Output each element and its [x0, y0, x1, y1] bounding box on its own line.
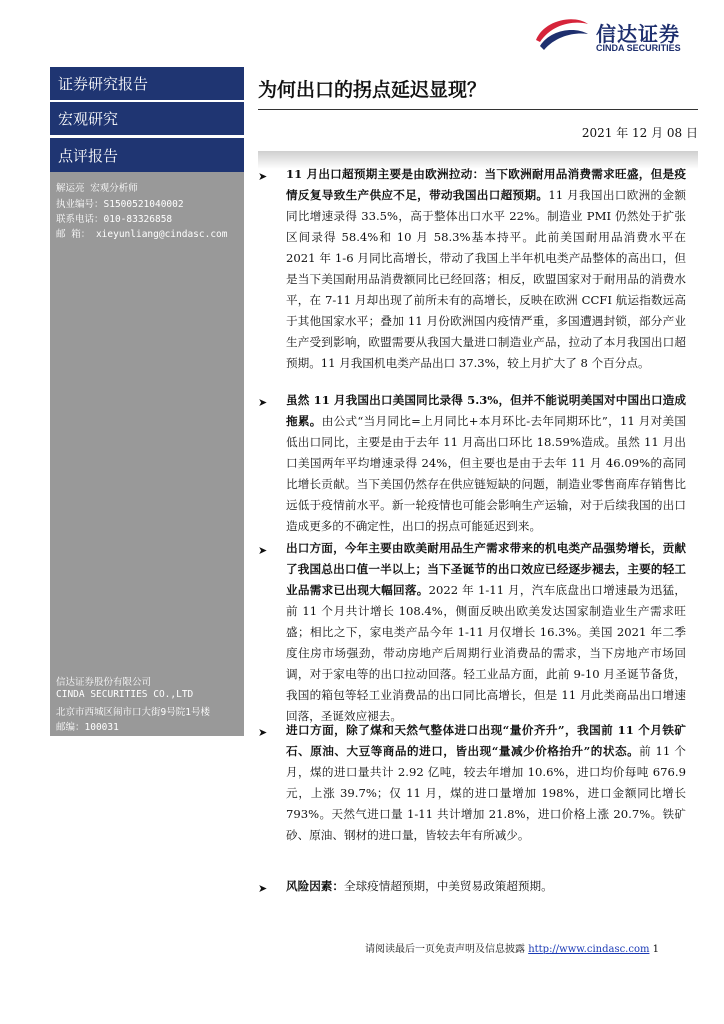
footer-url-link[interactable]: http://www.cindasc.com [528, 944, 650, 955]
paragraph-4 [286, 720, 686, 846]
paragraph-4-lead: 进口方面，除了煤和天然气整体进口出现“量价齐升”，我国前 11 个月铁矿石、原油、大豆等商品的进口，皆出现“量减少价格抬升”的状态。 [286, 723, 686, 758]
analyst-email: 邮 箱： xieyunliang@cindasc.com [56, 229, 228, 240]
paragraph-3-body: 2022 年 1-11 月，汽车底盘出口增速最为迅猛，前 11 个月共计增长 108.4%，侧面反映出欧美发达国家制造业生产需求旺盛；相比之下，家电类产品今年 1-11 月仅增长 16.3%。美国 2021 年二季度住房市场强劲，带动房地产后周期行业消费品的需求，当下房地产市场回调，对于家电等的出口拉动回落。轻工业品方面，此前 9-10 月圣诞节备货，我国的箱包等轻工业消费品的出口同比高增长，但是 11 月此类商品出口增速回落，圣诞效应褪去。 [286, 583, 686, 723]
bullet-arrow-icon: ➤ [258, 882, 268, 895]
paragraph-5 [286, 876, 686, 897]
risk-factors-lead: 风险因素： [286, 879, 344, 893]
company-postcode: 邮编：100031 [56, 722, 119, 733]
company-address: 北京市西城区闹市口大街9号院1号楼 [56, 707, 210, 718]
sidebar-info-panel [50, 172, 244, 736]
title-divider [258, 109, 698, 110]
report-date: 2021 年 12 月 08 日 [581, 126, 698, 140]
category-label: 宏观研究 [50, 102, 244, 135]
cinda-logo-mark-icon [530, 12, 592, 52]
report-title: 为何出口的拐点延迟显现？ [258, 79, 487, 101]
bullet-arrow-icon: ➤ [258, 170, 268, 183]
cinda-logo [530, 12, 710, 54]
footer-disclaimer: 请阅读最后一页免责声明及信息披露 [365, 944, 525, 955]
bullet-arrow-icon: ➤ [258, 544, 268, 557]
paragraph-1-body: 11 月我国出口欧洲的金额同比增速录得 33.5%，高于整体出口水平 22%。制造业 PMI 仍然处于扩张区间录得 58.4%和 10 月 58.3%基本持平。此前美国耐用品消费水平在 2021 年 1-6 月同比高增长，带动了我国上半年机电类产品整体的高出口，但是当下美国耐用品消费额同比已经回落；相反，欧盟国家对于耐用品的消费水平，在 7-11 月却出现了前所未有的高增长，反映在欧洲 CCFI 航运指数远高于其他国家水平；叠加 11 月份欧洲国内疫情严重，多国遭遇封锁，部分产业生产受到影响，欧盟需要从我国大量进口制造业产品，拉动了本月我国出口超预期。11 月我国机电类产品出口 37.3%，较上月扩大了 8 个百分点。 [286, 188, 686, 370]
company-name-cn: 信达证券股份有限公司 [56, 677, 152, 688]
analyst-cert: 执业编号：S1500521040002 [56, 199, 184, 210]
paragraph-4-body: 前 11 个月，煤的进口量共计 2.92 亿吨，较去年增加 10.6%，进口均价每吨 676.9 元，上涨 39.7%；仅 11 月，煤的进口量增加 198%，进口金额同比增长 793%。天然气进口量 1-11 共计增加 21.8%，进口价格上涨 20.7%。铁矿砂、原油、钢材的进口量，皆较去年有所减少。 [286, 744, 687, 842]
paragraph-3 [286, 538, 686, 727]
brand-name-en: CINDA SECURITIES [596, 43, 681, 53]
analyst-name: 解运亮 宏观分析师 [56, 183, 138, 194]
paragraph-3-lead: 出口方面，今年主要由欧美耐用品生产需求带来的机电类产品强势增长，贡献了我国总出口值一半以上；当下圣诞节的出口效应已经逐步褪去，主要的轻工业品需求已出现大幅回落。 [286, 541, 686, 597]
page-number: 1 [652, 944, 660, 955]
paragraph-1 [286, 164, 686, 374]
bullet-arrow-icon: ➤ [258, 726, 268, 739]
footer [365, 940, 659, 955]
paragraph-2-lead: 虽然 11 月我国出口美国同比录得 5.3%，但并不能说明美国对中国出口造成拖累。 [286, 393, 686, 428]
sub-category-label: 点评报告 [50, 138, 244, 172]
bullet-arrow-icon: ➤ [258, 396, 268, 409]
paragraph-2 [286, 390, 686, 537]
paragraph-2-body: 由公式“当月同比=上月同比+本月环比-去年同期环比”，11 月对美国低出口同比，主要是由于去年 11 月高出口环比 18.59%造成。虽然 11 月出口美国两年平均增速录得 24%，但主要也是由于去年 11 月 46.09%的高同比增长贡献。当下美国仍然存在供应链短缺的问题，制造业零售商库存销售比远低于疫情前水平。新一轮疫情也可能会影响生产运输，对于后续我国的出口造成更多的不确定性，出口的拐点可能延迟到来。 [286, 414, 686, 533]
risk-factors-body: 全球疫情超预期，中美贸易政策超预期。 [343, 879, 553, 893]
paragraph-1-lead: 11 月出口超预期主要是由欧洲拉动：当下欧洲耐用品消费需求旺盛，但是疫情反复导致生产供应不足，带动我国出口超预期。 [286, 167, 686, 202]
analyst-phone: 联系电话：010-83326858 [56, 214, 173, 225]
company-name-en: CINDA SECURITIES CO.,LTD [56, 689, 194, 700]
report-type-label: 证券研究报告 [50, 67, 244, 100]
brand-name: 信达证券 [596, 22, 680, 46]
